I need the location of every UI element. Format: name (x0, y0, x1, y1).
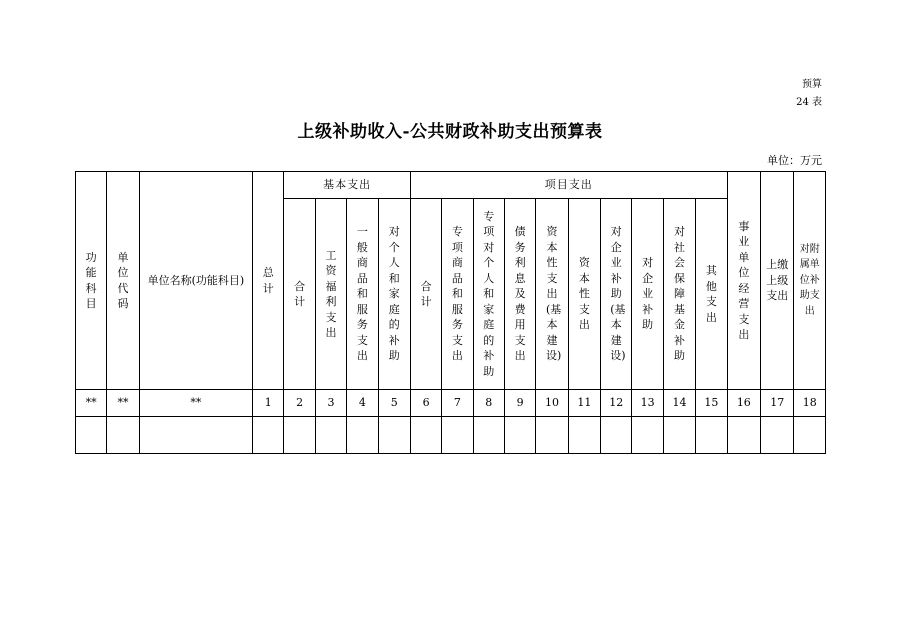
unit-label: 单位：万元 (767, 154, 822, 167)
header-basic-goods: 一般商品和服务支出 (347, 199, 378, 390)
form-code (796, 76, 822, 112)
data-cell (601, 417, 632, 454)
header-unit-name: 单位名称(功能科目) (139, 172, 252, 390)
code-cell: ** (76, 390, 107, 417)
header-project-debt: 债务利息及费用支出 (504, 199, 535, 390)
header-basic-salary: 工资福利支出 (315, 199, 346, 390)
data-cell (253, 417, 284, 454)
data-cell (632, 417, 663, 454)
header-business: 事业单位经营支出 (727, 172, 760, 390)
header-project-social-security: 对社会保障基金补助 (663, 199, 695, 390)
data-cell (76, 417, 107, 454)
data-cell (568, 417, 600, 454)
code-cell: 13 (632, 390, 663, 417)
data-cell (727, 417, 760, 454)
code-cell: 11 (568, 390, 600, 417)
code-cell: 6 (410, 390, 441, 417)
header-func-subject: 功能科目 (76, 172, 107, 390)
header-basic-total: 合计 (284, 199, 315, 390)
code-cell: 1 (253, 390, 284, 417)
header-basic-individual: 对个人和家庭的补助 (378, 199, 410, 390)
data-cell (442, 417, 473, 454)
header-upper: 上缴上级支出 (761, 172, 794, 390)
data-cell (315, 417, 346, 454)
header-project-capital: 资本性支出 (568, 199, 600, 390)
code-cell: 18 (794, 390, 826, 417)
code-cell: 8 (473, 390, 504, 417)
data-cell (761, 417, 794, 454)
data-cell (378, 417, 410, 454)
data-cell (139, 417, 252, 454)
page-title: 上级补助收入-公共财政补助支出预算表 (297, 122, 603, 142)
header-project-individual: 专项对个人和家庭的补助 (473, 199, 504, 390)
data-cell (107, 417, 139, 454)
code-cell: 14 (663, 390, 695, 417)
header-project-enterprise-construction: 对企业补助(基本建设) (601, 199, 632, 390)
data-cell (473, 417, 504, 454)
form-code-line2: 24 表 (796, 97, 822, 108)
header-project-enterprise: 对企业补助 (632, 199, 663, 390)
header-row-1 (76, 172, 826, 199)
code-cell: 5 (378, 390, 410, 417)
header-subsidiary: 对附属单位补助支出 (794, 172, 826, 390)
code-cell: ** (139, 390, 252, 417)
header-basic-group: 基本支出 (284, 172, 410, 199)
code-cell: 3 (315, 390, 346, 417)
header-project-capital-construction: 资本性支出(基本建设) (536, 199, 568, 390)
header-project-other: 其他支出 (696, 199, 727, 390)
data-cell (284, 417, 315, 454)
data-cell (504, 417, 535, 454)
code-cell: 17 (761, 390, 794, 417)
data-row (76, 417, 826, 454)
header-total: 总计 (253, 172, 284, 390)
code-cell: ** (107, 390, 139, 417)
data-cell (410, 417, 441, 454)
code-row (76, 390, 826, 417)
data-cell (347, 417, 378, 454)
data-cell (536, 417, 568, 454)
code-cell: 4 (347, 390, 378, 417)
code-cell: 7 (442, 390, 473, 417)
form-code-line1: 预算 (802, 79, 822, 90)
code-cell: 10 (536, 390, 568, 417)
header-project-group: 项目支出 (410, 172, 727, 199)
code-cell: 9 (504, 390, 535, 417)
budget-table (75, 171, 826, 454)
code-cell: 15 (696, 390, 727, 417)
header-unit-code: 单位代码 (107, 172, 139, 390)
code-cell: 12 (601, 390, 632, 417)
header-project-total: 合计 (410, 199, 441, 390)
data-cell (696, 417, 727, 454)
header-project-goods: 专项商品和服务支出 (442, 199, 473, 390)
data-cell (663, 417, 695, 454)
code-cell: 2 (284, 390, 315, 417)
code-cell: 16 (727, 390, 760, 417)
data-cell (794, 417, 826, 454)
